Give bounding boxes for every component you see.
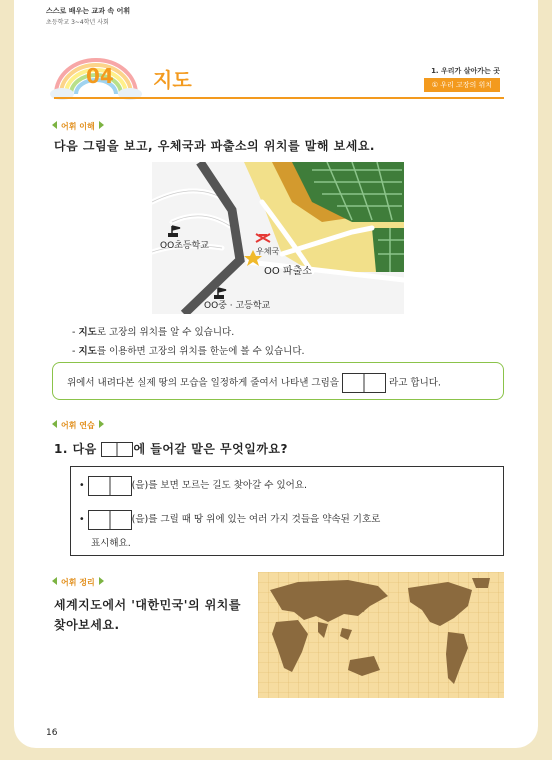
header-divider [54,97,504,99]
vocab-understand-label: 어휘 이해 [52,121,104,132]
chapter-title: 1. 우리가 살아가는 곳 [431,67,500,75]
map-label-middle-high: OO중 · 고등학교 [204,301,271,311]
answer-blank[interactable] [88,476,132,496]
page-number: 16 [46,728,58,738]
bullet-term: 지도 [78,346,97,357]
map-label-police: OO 파출소 [264,266,312,277]
vocab-summary-question-line2: 찾아보세요. [54,618,120,632]
bullet-text: 를 이용하면 고장의 위치를 한눈에 볼 수 있습니다. [96,346,305,357]
practice-item-2: • (을)를 그릴 때 땅 위에 있는 여러 가지 것들을 약속된 기호로 [79,509,380,531]
answer-blank[interactable] [342,373,386,393]
map-label-post-office: 우체국 [256,247,280,256]
bullet-1: - 지도로 고장의 위치를 알 수 있습니다. [72,327,235,338]
question-suffix: 에 들어갈 말은 무엇일까요? [133,442,288,456]
bullet-text: 로 고장의 위치를 알 수 있습니다. [96,327,235,338]
vocab-summary-label: 어휘 정리 [52,577,104,588]
vocab-summary-question-line1: 세계지도에서 '대한민국'의 위치를 [54,598,241,612]
bullet-2: - 지도를 이용하면 고장의 위치를 한눈에 볼 수 있습니다. [72,346,305,357]
map-label-elementary: OO초등학교 [160,241,209,251]
practice-item-text: (을)를 보면 모르는 길도 찾아갈 수 있어요. [131,480,308,491]
practice-answer-box [70,466,504,556]
question-blank [101,442,133,457]
vocab-practice-question [54,440,288,457]
section-tag: ① 우리 고장의 위치 [424,78,500,92]
vocab-practice-label: 어휘 연습 [52,420,104,431]
definition-text-after: 라고 합니다. [389,377,441,389]
book-subtitle: 초등학교 3~4학년 사회 [46,19,109,26]
practice-item-text: (을)를 그릴 때 땅 위에 있는 여러 가지 것들을 약속된 기호로 [131,514,381,525]
unit-title: 지도 [153,68,192,92]
practice-item-2-cont: 표시해요. [91,538,131,549]
vocab-understand-question: 다음 그림을 보고, 우체국과 파출소의 위치를 말해 보세요. [54,139,375,153]
neighborhood-map [152,162,404,314]
practice-item-1: • (을)를 보면 모르는 길도 찾아갈 수 있어요. [79,475,307,497]
world-map[interactable] [258,572,504,698]
book-title: 스스로 배우는 교과 속 어휘 [46,7,131,15]
question-prefix: 1. 다음 [54,442,97,456]
unit-number: 04 [86,64,114,88]
definition-box [52,362,504,400]
bullet-term: 지도 [78,327,97,338]
answer-blank[interactable] [88,510,132,530]
definition-text-before: 위에서 내려다본 실제 땅의 모습을 일정하게 줄여서 나타낸 그림을 [67,377,339,389]
